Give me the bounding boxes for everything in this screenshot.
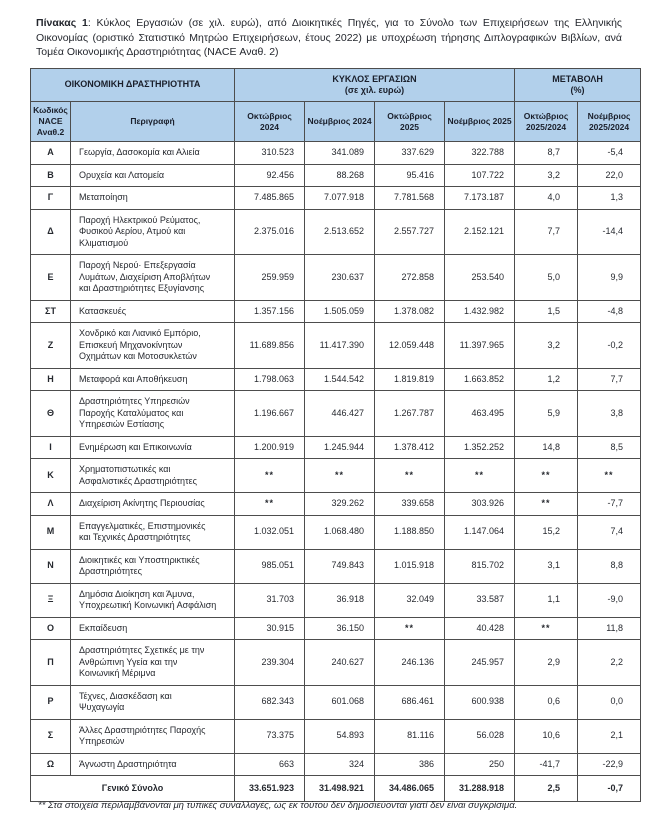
cell-value: 601.068	[305, 685, 375, 719]
column-header-nov-2024: Νοέμβριος 2024	[305, 102, 375, 142]
cell-change: 10,6	[515, 719, 578, 753]
table-row	[31, 617, 641, 640]
cell-value: 33.587	[445, 583, 515, 617]
cell-value: **	[375, 459, 445, 493]
cell-value: 337.629	[375, 142, 445, 165]
cell-value: 246.136	[375, 640, 445, 686]
cell-change: 2,2	[578, 640, 641, 686]
cell-value: 88.268	[305, 164, 375, 187]
cell-value: 54.893	[305, 719, 375, 753]
cell-description: Χρηματοπιστωτικές και Ασφαλιστικές Δραστηριότητες	[71, 459, 235, 493]
cell-change: 3,2	[515, 164, 578, 187]
cell-change: 0,6	[515, 685, 578, 719]
cell-nace-code: Β	[31, 164, 71, 187]
cell-value: 11.397.965	[445, 323, 515, 369]
cell-value: 686.461	[375, 685, 445, 719]
cell-description: Ορυχεία και Λατομεία	[71, 164, 235, 187]
cell-change: 1,1	[515, 583, 578, 617]
cell-change: -9,0	[578, 583, 641, 617]
cell-value: 600.938	[445, 685, 515, 719]
cell-description: Κατασκευές	[71, 300, 235, 323]
cell-description: Μεταποίηση	[71, 187, 235, 210]
cell-change: 5,9	[515, 391, 578, 437]
column-header-change-nov: Νοέμβριος 2025/2024	[578, 102, 641, 142]
cell-description: Άλλες Δραστηριότητες Παροχής Υπηρεσιών	[71, 719, 235, 753]
cell-value: 1.147.064	[445, 515, 515, 549]
total-value-oct-2025: 34.486.065	[375, 776, 445, 802]
cell-value: 73.375	[235, 719, 305, 753]
cell-value: **	[375, 617, 445, 640]
cell-value: 1.196.667	[235, 391, 305, 437]
table-row	[31, 368, 641, 391]
cell-value: 303.926	[445, 493, 515, 516]
total-value-oct-2024: 33.651.923	[235, 776, 305, 802]
cell-value: 2.375.016	[235, 209, 305, 255]
total-change-nov: -0,7	[578, 776, 641, 802]
cell-value: 36.918	[305, 583, 375, 617]
cell-nace-code: Λ	[31, 493, 71, 516]
cell-value: 81.116	[375, 719, 445, 753]
table-row	[31, 187, 641, 210]
table-header	[31, 69, 641, 142]
total-change-oct: 2,5	[515, 776, 578, 802]
cell-value: 446.427	[305, 391, 375, 437]
table-row	[31, 515, 641, 549]
column-header-nov-2025: Νοέμβριος 2025	[445, 102, 515, 142]
cell-value: 56.028	[445, 719, 515, 753]
cell-nace-code: Ε	[31, 255, 71, 301]
cell-value: 1.245.944	[305, 436, 375, 459]
table-row	[31, 549, 641, 583]
cell-change: -5,4	[578, 142, 641, 165]
cell-value: 1.819.819	[375, 368, 445, 391]
cell-nace-code: Δ	[31, 209, 71, 255]
cell-change: 2,9	[515, 640, 578, 686]
cell-change: 7,7	[515, 209, 578, 255]
turnover-table	[30, 68, 641, 802]
table-row	[31, 493, 641, 516]
cell-value: 259.959	[235, 255, 305, 301]
table-title	[36, 16, 622, 60]
cell-description: Παροχή Ηλεκτρικού Ρεύματος, Φυσικού Αερίου, Ατμού και Κλιματισμού	[71, 209, 235, 255]
cell-value: 40.428	[445, 617, 515, 640]
cell-change: -41,7	[515, 753, 578, 776]
cell-change: -0,2	[578, 323, 641, 369]
cell-value: 463.495	[445, 391, 515, 437]
column-header-nace-code: Κωδικός NACE Αναθ.2	[31, 102, 71, 142]
cell-change: 3,2	[515, 323, 578, 369]
cell-value: 107.722	[445, 164, 515, 187]
cell-description: Μεταφορά και Αποθήκευση	[71, 368, 235, 391]
cell-change: 7,7	[578, 368, 641, 391]
cell-value: **	[235, 459, 305, 493]
cell-change: -22,9	[578, 753, 641, 776]
cell-change: 11,8	[578, 617, 641, 640]
table-body	[31, 142, 641, 802]
cell-change: 14,8	[515, 436, 578, 459]
cell-value: 2.513.652	[305, 209, 375, 255]
cell-change: -14,4	[578, 209, 641, 255]
table-row	[31, 255, 641, 301]
cell-value: 30.915	[235, 617, 305, 640]
cell-change: **	[515, 493, 578, 516]
cell-nace-code: Γ	[31, 187, 71, 210]
cell-value: 1.267.787	[375, 391, 445, 437]
cell-value: 7.173.187	[445, 187, 515, 210]
table-row	[31, 719, 641, 753]
cell-value: 31.703	[235, 583, 305, 617]
cell-change: 1,2	[515, 368, 578, 391]
cell-change: 5,0	[515, 255, 578, 301]
cell-value: **	[235, 493, 305, 516]
cell-value: 11.417.390	[305, 323, 375, 369]
cell-description: Εκπαίδευση	[71, 617, 235, 640]
cell-value: 1.352.252	[445, 436, 515, 459]
cell-description: Διοικητικές και Υποστηρικτικές Δραστηριότητες	[71, 549, 235, 583]
cell-description: Τέχνες, Διασκέδαση και Ψυχαγωγία	[71, 685, 235, 719]
cell-change: 9,9	[578, 255, 641, 301]
cell-value: 239.304	[235, 640, 305, 686]
table-row	[31, 209, 641, 255]
cell-change: 7,4	[578, 515, 641, 549]
cell-change: 2,1	[578, 719, 641, 753]
cell-value: 12.059.448	[375, 323, 445, 369]
cell-value: **	[305, 459, 375, 493]
cell-change: **	[515, 459, 578, 493]
cell-value: 245.957	[445, 640, 515, 686]
cell-nace-code: Ν	[31, 549, 71, 583]
cell-value: 1.798.063	[235, 368, 305, 391]
cell-nace-code: Η	[31, 368, 71, 391]
cell-value: 322.788	[445, 142, 515, 165]
cell-value: 1.357.156	[235, 300, 305, 323]
table-row	[31, 323, 641, 369]
cell-value: 1.432.982	[445, 300, 515, 323]
group-header-activity: ΟΙΚΟΝΟΜΙΚΗ ΔΡΑΣΤΗΡΙΟΤΗΤΑ	[31, 69, 235, 102]
cell-value: 310.523	[235, 142, 305, 165]
total-value-nov-2024: 31.498.921	[305, 776, 375, 802]
cell-value: 7.781.568	[375, 187, 445, 210]
group-header-change-line1: ΜΕΤΑΒΟΛΗ	[552, 73, 603, 84]
cell-change: 15,2	[515, 515, 578, 549]
table-row	[31, 391, 641, 437]
table-row	[31, 164, 641, 187]
cell-value: 749.843	[305, 549, 375, 583]
cell-change: -7,7	[578, 493, 641, 516]
cell-value: 253.540	[445, 255, 515, 301]
cell-value: 815.702	[445, 549, 515, 583]
cell-value: 1.663.852	[445, 368, 515, 391]
cell-change: 3,1	[515, 549, 578, 583]
cell-description: Άγνωστη Δραστηριότητα	[71, 753, 235, 776]
table-title-label: Πίνακας 1	[36, 17, 88, 29]
cell-change: -4,8	[578, 300, 641, 323]
cell-value: 682.343	[235, 685, 305, 719]
table-row	[31, 640, 641, 686]
cell-value: 240.627	[305, 640, 375, 686]
cell-value: 95.416	[375, 164, 445, 187]
cell-change: **	[515, 617, 578, 640]
column-header-oct-2025: Οκτώβριος 2025	[375, 102, 445, 142]
group-header-row	[31, 69, 641, 102]
cell-value: 1.378.412	[375, 436, 445, 459]
table-row	[31, 436, 641, 459]
cell-value: 230.637	[305, 255, 375, 301]
cell-description: Παροχή Νερού· Επεξεργασία Λυμάτων, Διαχείριση Αποβλήτων και Δραστηριότητες Εξυγίανσης	[71, 255, 235, 301]
cell-value: 92.456	[235, 164, 305, 187]
cell-description: Δραστηριότητες Υπηρεσιών Παροχής Καταλύματος και Υπηρεσιών Εστίασης	[71, 391, 235, 437]
group-header-turnover-line1: ΚΥΚΛΟΣ ΕΡΓΑΣΙΩΝ	[332, 73, 417, 84]
cell-value: 663	[235, 753, 305, 776]
cell-nace-code: Π	[31, 640, 71, 686]
cell-description: Δραστηριότητες Σχετικές με την Ανθρώπινη Υγεία και την Κοινωνική Μέριμνα	[71, 640, 235, 686]
cell-description: Επαγγελματικές, Επιστημονικές και Τεχνικές Δραστηριότητες	[71, 515, 235, 549]
cell-value: 272.858	[375, 255, 445, 301]
table-row	[31, 300, 641, 323]
cell-value: 32.049	[375, 583, 445, 617]
group-header-turnover	[235, 69, 515, 102]
column-header-description: Περιγραφή	[71, 102, 235, 142]
table-row	[31, 142, 641, 165]
cell-nace-code: Κ	[31, 459, 71, 493]
column-header-row	[31, 102, 641, 142]
cell-value: 7.077.918	[305, 187, 375, 210]
cell-value: 7.485.865	[235, 187, 305, 210]
cell-value: 1.068.480	[305, 515, 375, 549]
table-row	[31, 583, 641, 617]
total-value-nov-2025: 31.288.918	[445, 776, 515, 802]
cell-nace-code: Ρ	[31, 685, 71, 719]
cell-description: Διαχείριση Ακίνητης Περιουσίας	[71, 493, 235, 516]
cell-description: Γεωργία, Δασοκομία και Αλιεία	[71, 142, 235, 165]
group-header-change-line2: (%)	[570, 85, 585, 95]
cell-nace-code: Α	[31, 142, 71, 165]
table-row	[31, 459, 641, 493]
footnote: ** Στα στοιχεία περιλαμβάνονται μη τυπικές συναλλαγές, ως εκ τούτου δεν δημοσιεύονται γιατί δεν είναι συγκρίσιμα.	[38, 800, 518, 811]
column-header-oct-2024: Οκτώβριος 2024	[235, 102, 305, 142]
cell-change: 8,8	[578, 549, 641, 583]
cell-value: 386	[375, 753, 445, 776]
cell-change: 8,7	[515, 142, 578, 165]
cell-value: 250	[445, 753, 515, 776]
group-header-turnover-line2: (σε χιλ. ευρώ)	[344, 85, 405, 95]
cell-change: 8,5	[578, 436, 641, 459]
total-row	[31, 776, 641, 802]
cell-value: 1.032.051	[235, 515, 305, 549]
cell-value: 324	[305, 753, 375, 776]
cell-value: 1.015.918	[375, 549, 445, 583]
cell-value: 339.658	[375, 493, 445, 516]
cell-change: 0,0	[578, 685, 641, 719]
column-header-change-oct: Οκτώβριος 2025/2024	[515, 102, 578, 142]
group-header-change	[515, 69, 641, 102]
table-row	[31, 685, 641, 719]
cell-nace-code: Ο	[31, 617, 71, 640]
cell-value: 2.152.121	[445, 209, 515, 255]
cell-description: Ενημέρωση και Επικοινωνία	[71, 436, 235, 459]
cell-value: 329.262	[305, 493, 375, 516]
cell-description: Χονδρικό και Λιανικό Εμπόριο, Επισκευή Μηχανοκίνητων Οχημάτων και Μοτοσυκλετών	[71, 323, 235, 369]
cell-value: 1.378.082	[375, 300, 445, 323]
cell-value: 985.051	[235, 549, 305, 583]
cell-value: 2.557.727	[375, 209, 445, 255]
cell-nace-code: Θ	[31, 391, 71, 437]
cell-value: **	[445, 459, 515, 493]
cell-value: 341.089	[305, 142, 375, 165]
table-row	[31, 753, 641, 776]
cell-nace-code: Ι	[31, 436, 71, 459]
cell-change: 3,8	[578, 391, 641, 437]
cell-nace-code: ΣΤ	[31, 300, 71, 323]
cell-change: 4,0	[515, 187, 578, 210]
cell-nace-code: Ζ	[31, 323, 71, 369]
table-title-text: : Κύκλος Εργασιών (σε χιλ. ευρώ), από Διοικητικές Πηγές, για το Σύνολο των Επιχειρήσεων της Ελληνικής Οικονομίας (οριστικό Στατιστικό Μητρώο Επιχειρήσεων, έτους 2022) με υποχρέωση τήρησης Διπλογραφικών Βιβλίων, ανά Τομέα Οικονομικής Δραστηριότητας (NACE Αναθ. 2)	[36, 17, 622, 58]
cell-change: **	[578, 459, 641, 493]
cell-value: 1.544.542	[305, 368, 375, 391]
cell-nace-code: Ω	[31, 753, 71, 776]
cell-value: 1.188.850	[375, 515, 445, 549]
cell-value: 1.200.919	[235, 436, 305, 459]
cell-nace-code: Σ	[31, 719, 71, 753]
cell-value: 36.150	[305, 617, 375, 640]
cell-description: Δημόσια Διοίκηση και Άμυνα, Υποχρεωτική Κοινωνική Ασφάλιση	[71, 583, 235, 617]
cell-change: 1,5	[515, 300, 578, 323]
cell-change: 22,0	[578, 164, 641, 187]
cell-change: 1,3	[578, 187, 641, 210]
total-label: Γενικό Σύνολο	[31, 776, 235, 802]
cell-value: 11.689.856	[235, 323, 305, 369]
cell-value: 1.505.059	[305, 300, 375, 323]
cell-nace-code: Μ	[31, 515, 71, 549]
cell-nace-code: Ξ	[31, 583, 71, 617]
